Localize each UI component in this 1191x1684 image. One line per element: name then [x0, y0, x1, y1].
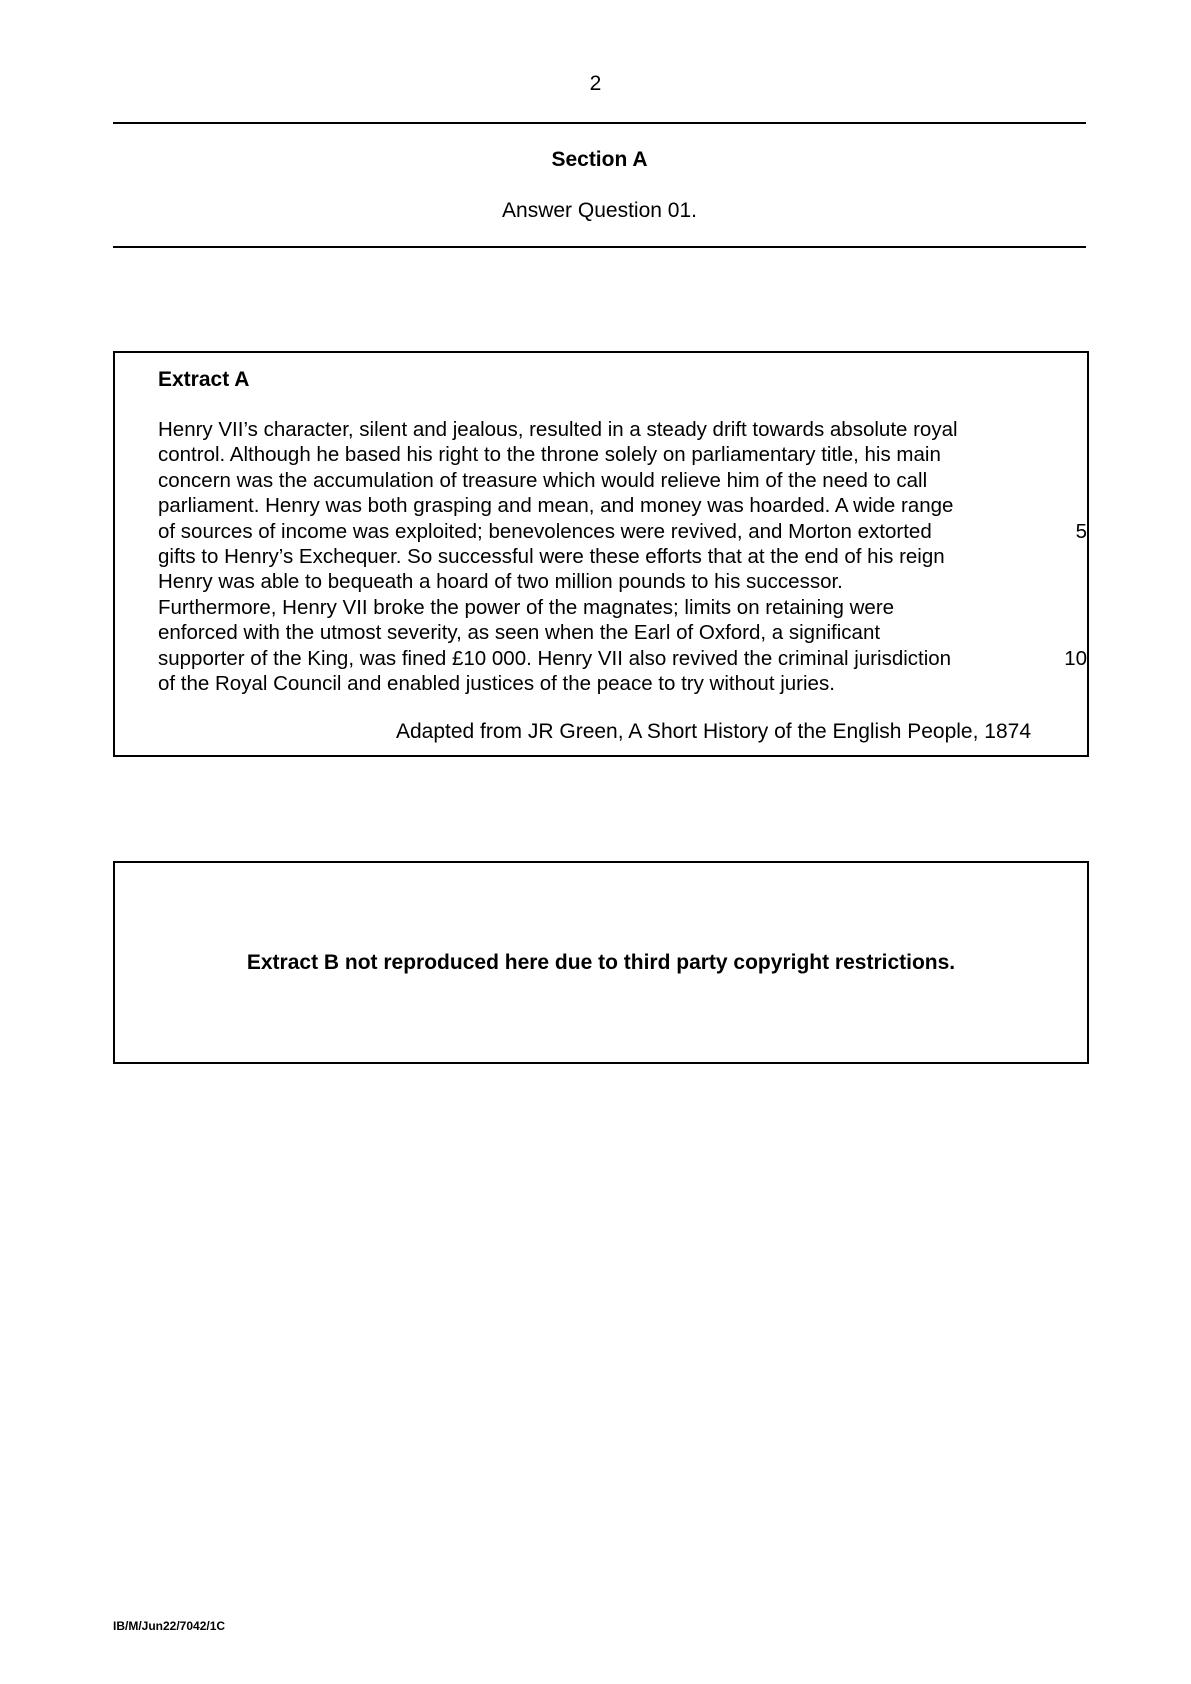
extract-a-box: [113, 351, 1089, 757]
extract-line: [158, 569, 1058, 594]
extract-a-source: Adapted from JR Green, A Short History of the English People, 1874: [395, 720, 1031, 743]
extract-a-text: [158, 417, 1087, 696]
extract-line: [158, 595, 1058, 620]
extract-line: [158, 544, 1058, 569]
section-header-top-rule: [113, 122, 1086, 124]
extract-line-text: concern was the accumulation of treasure which would relieve him of the need to call: [158, 468, 928, 492]
extract-line-text: parliament. Henry was both grasping and mean, and money was hoarded. A wide range: [158, 494, 954, 518]
extract-line: [158, 646, 1087, 671]
extract-line-text: of sources of income was exploited; benevolences were revived, and Morton extorted: [158, 519, 932, 543]
extract-line: [158, 468, 1058, 493]
page-number: 2: [589, 72, 602, 95]
extract-line-text: gifts to Henry’s Exchequer. So successful were these efforts that at the end of his reign: [158, 544, 945, 568]
section-header-bottom-rule: [113, 246, 1086, 248]
line-number: 5: [1075, 519, 1087, 543]
section-instruction: Answer Question 01.: [502, 199, 697, 222]
extract-line-text: enforced with the utmost severity, as seen when the Earl of Oxford, a significant: [158, 621, 881, 645]
extract-line-text: control. Although he based his right to the throne solely on parliamentary title, his main: [158, 443, 941, 467]
extract-line-text: of the Royal Council and enabled justices of the peace to try without juries.: [158, 671, 835, 695]
footer-paper-code: IB/M/Jun22/7042/1C: [113, 1619, 226, 1633]
extract-line: [158, 519, 1087, 544]
section-title: Section A: [551, 148, 648, 171]
extract-line: [158, 442, 1058, 467]
extract-b-box: [113, 861, 1089, 1064]
extract-line: [158, 671, 1058, 696]
extract-line-text: supporter of the King, was fined £10 000. Henry VII also revived the criminal jurisdiction: [158, 646, 952, 670]
extract-line: [158, 417, 1058, 442]
extract-line-text: Henry was able to bequeath a hoard of two million pounds to his successor.: [158, 570, 843, 594]
extract-line: [158, 493, 1058, 518]
extract-line-text: Henry VII’s character, silent and jealous, resulted in a steady drift towards absolute royal: [158, 418, 958, 441]
line-number: 10: [1064, 646, 1087, 670]
extract-b-copyright-notice: Extract B not reproduced here due to third party copyright restrictions.: [246, 951, 956, 974]
extract-a-title: Extract A: [158, 368, 250, 391]
extract-line: [158, 620, 1058, 645]
extract-line-text: Furthermore, Henry VII broke the power of the magnates; limits on retaining were: [158, 595, 895, 619]
